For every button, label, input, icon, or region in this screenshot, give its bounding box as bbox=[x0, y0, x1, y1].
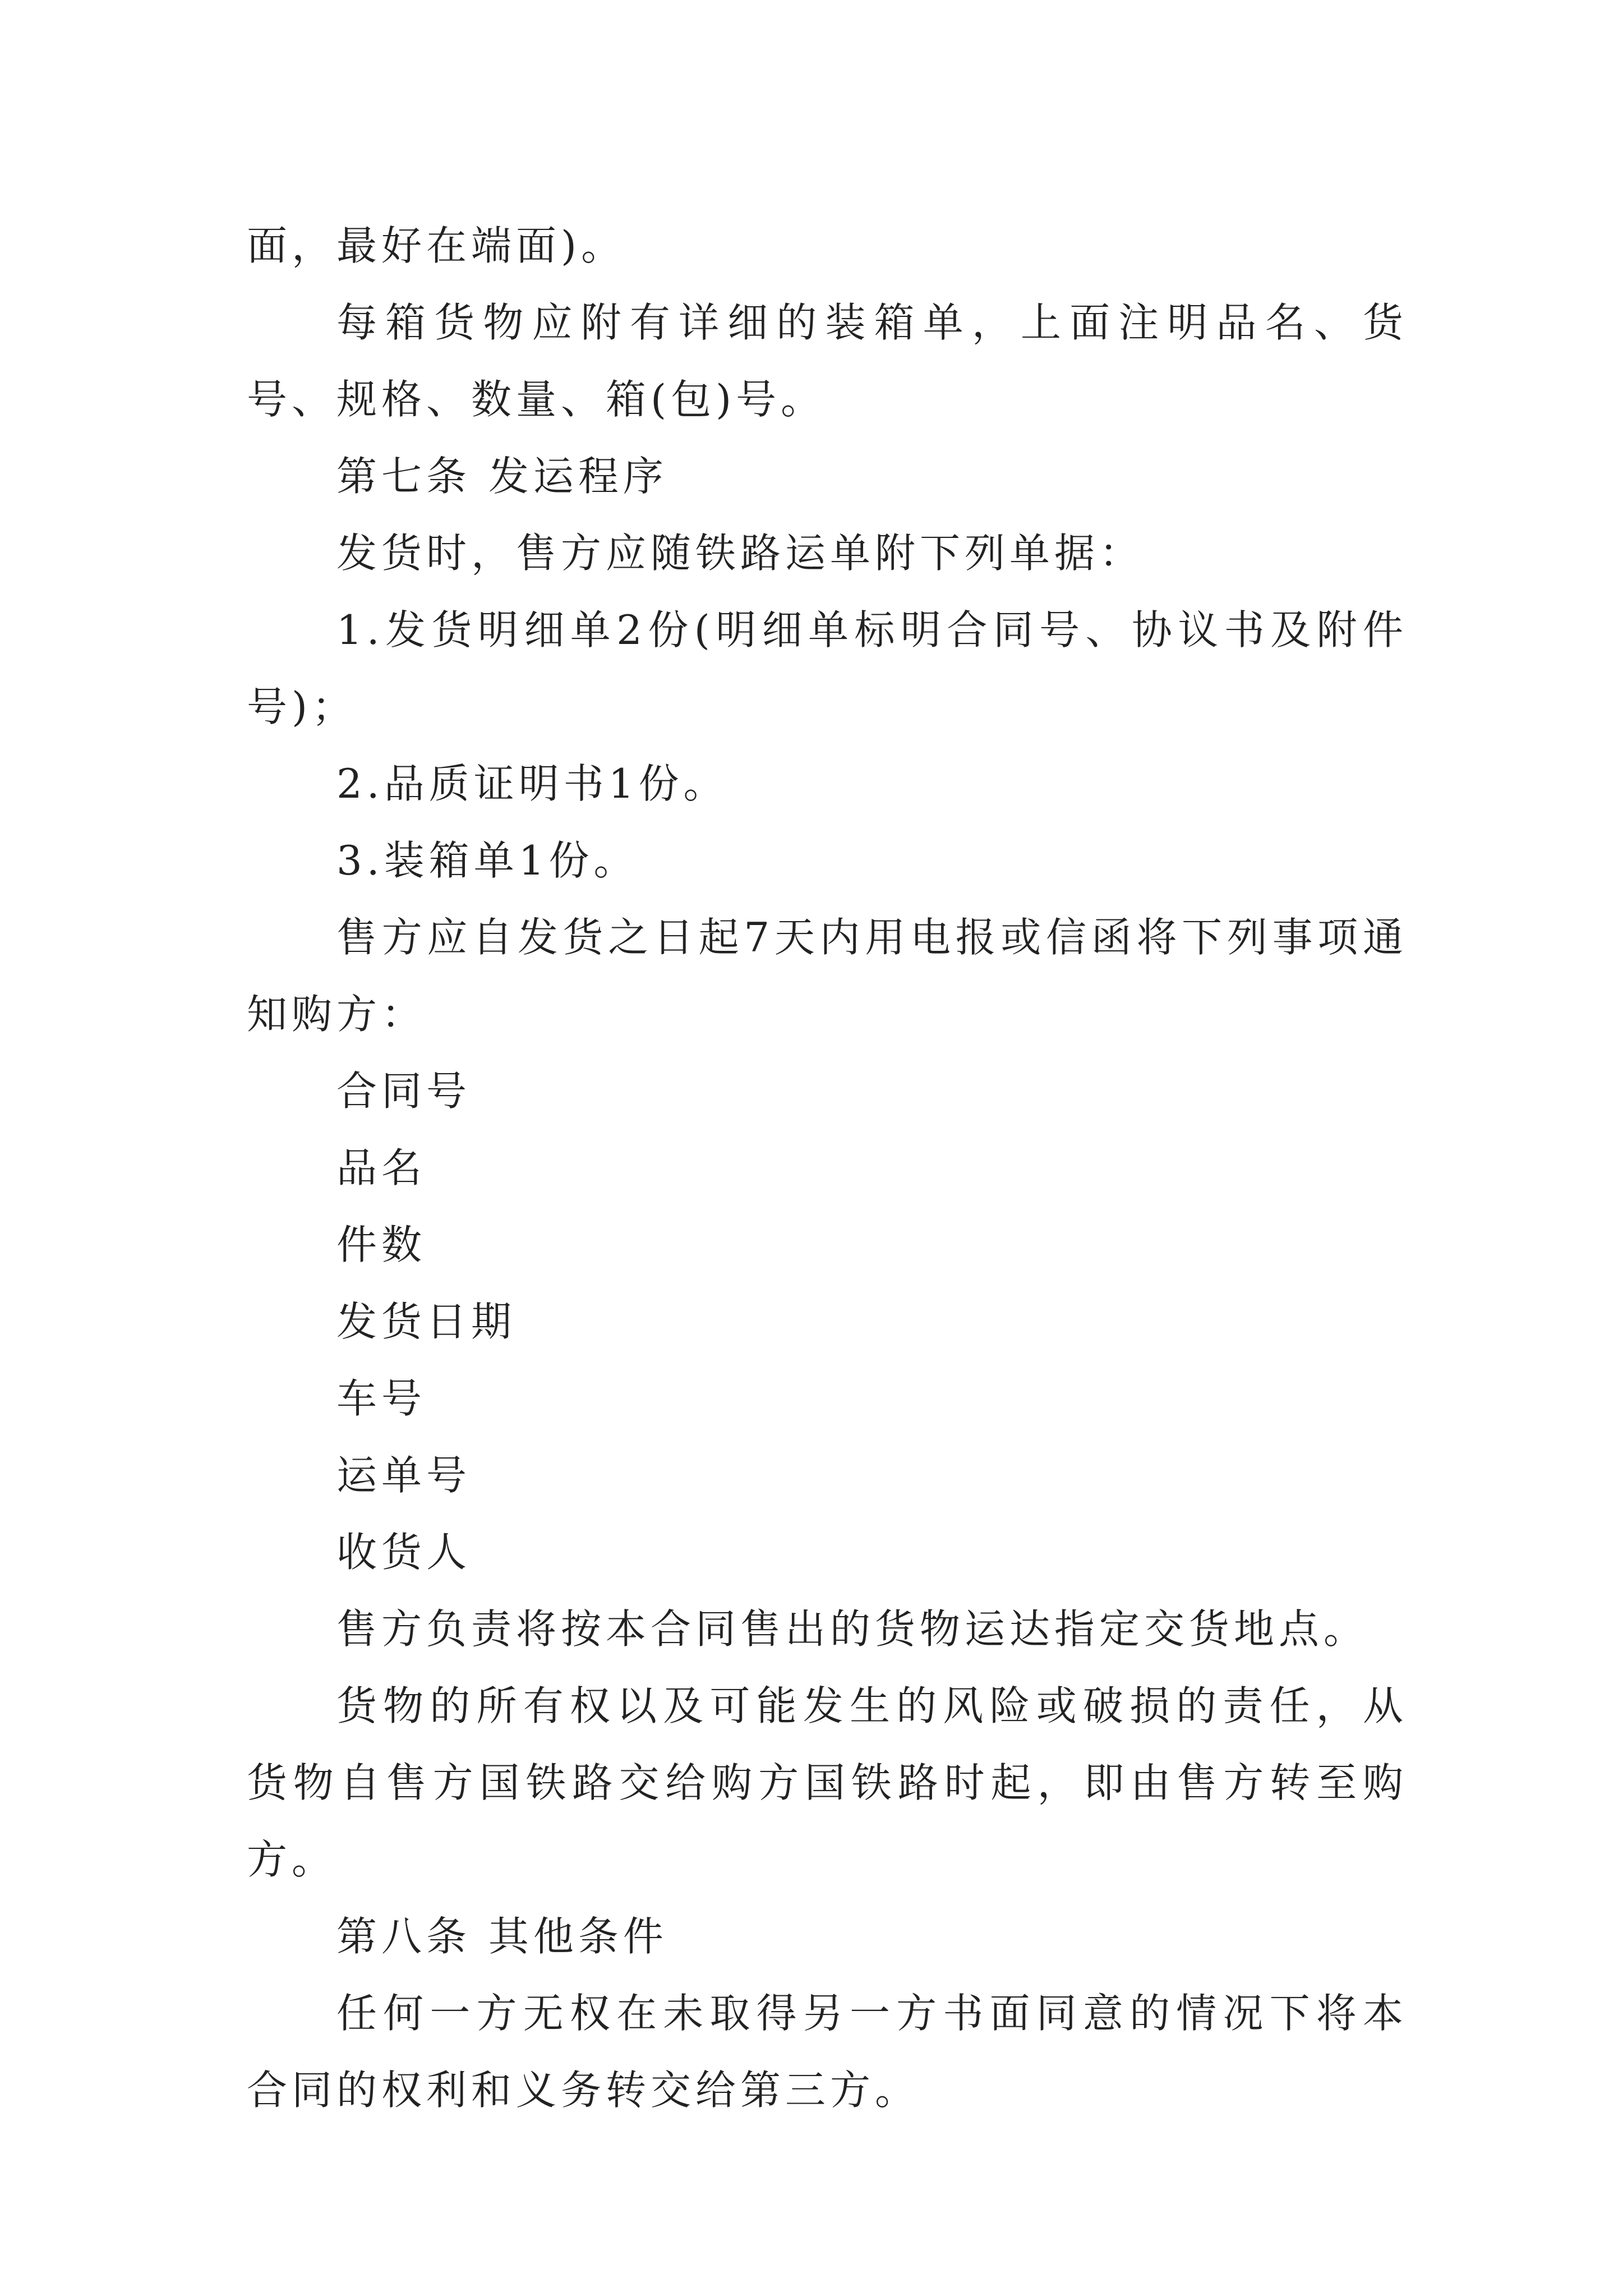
paragraph: 货物的所有权以及可能发生的风险或破损的责任，从货物自售方国铁路交给购方国铁路时起，即由售方转至购方。 bbox=[247, 1682, 1408, 1883]
list-item: 车号 bbox=[336, 1375, 427, 1422]
list-item: 收货人 bbox=[336, 1529, 472, 1576]
list-item: 件数 bbox=[336, 1221, 427, 1268]
paragraph: 面，最好在端面)。 bbox=[247, 222, 626, 269]
list-item: 1.发货明细单2份(明细单标明合同号、协议书及附件号)； bbox=[247, 606, 1408, 730]
list-item: 发货日期 bbox=[336, 1298, 517, 1345]
paragraph: 任何一方无权在未取得另一方书面同意的情况下将本合同的权利和义务转交给第三方。 bbox=[247, 1990, 1408, 2114]
paragraph: 售方负责将按本合同售出的货物运达指定交货地点。 bbox=[336, 1605, 1369, 1653]
list-item: 3.装箱单1份。 bbox=[336, 837, 639, 884]
list-item: 2.品质证明书1份。 bbox=[336, 760, 728, 807]
paragraph: 每箱货物应附有详细的装箱单，上面注明品名、货号、规格、数量、箱(包)号。 bbox=[247, 299, 1408, 423]
list-item: 品名 bbox=[336, 1144, 427, 1191]
paragraph: 售方应自发货之日起7天内用电报或信函将下列事项通知购方： bbox=[247, 914, 1408, 1038]
section-heading: 第八条 其他条件 bbox=[336, 1913, 668, 1960]
document-body bbox=[247, 208, 1408, 2129]
paragraph: 发货时，售方应随铁路运单附下列单据： bbox=[336, 530, 1145, 577]
list-item: 运单号 bbox=[336, 1452, 472, 1499]
section-heading: 第七条 发运程序 bbox=[336, 453, 668, 500]
list-item: 合同号 bbox=[336, 1068, 472, 1115]
